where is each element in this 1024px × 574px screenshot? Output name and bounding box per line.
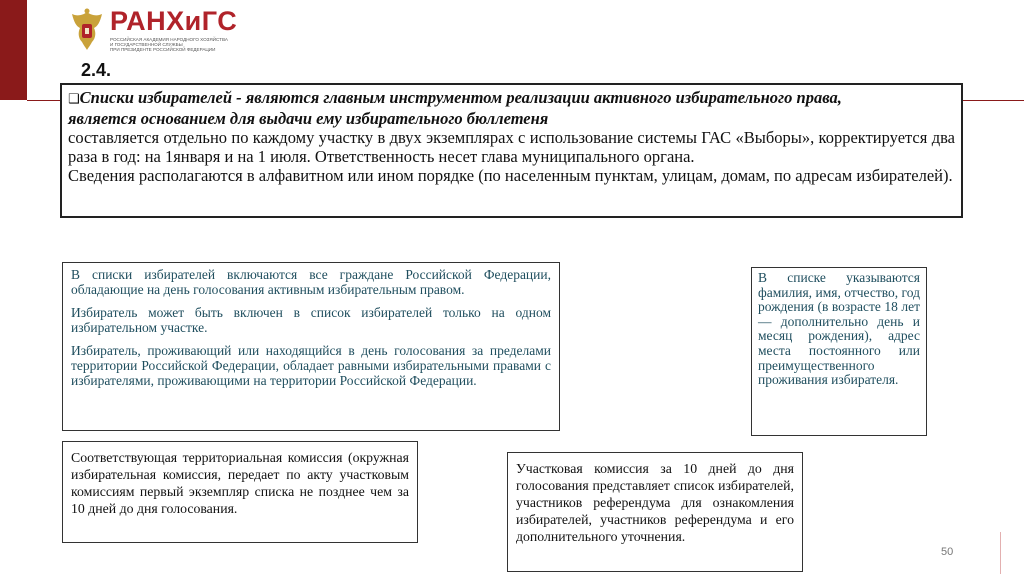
list-contents-box: [751, 267, 927, 436]
page-number: 50: [941, 546, 954, 558]
ranepa-logo: [70, 6, 238, 54]
logo-name: РАНХиГС: [110, 6, 238, 36]
territorial-commission-box: [62, 441, 418, 543]
inclusion-rule-1: В списки избирателей включаются все граждане Российской Федерации, обладающие на день голосования активным избирательным правом.: [71, 267, 551, 297]
list-contents-text: В списке указываются фамилия, имя, отчество, год рождения (в возрасте 18 лет — дополнительно день и месяц рождения), адрес места постоянного или преимущественного проживания избирателя.: [758, 270, 920, 388]
definition-basis: является основанием для выдачи ему избирательного бюллетеня: [68, 109, 549, 128]
page-corner-line: [1000, 532, 1001, 574]
logo-subtitle: РОССИЙСКАЯ АКАДЕМИЯ НАРОДНОГО ХОЗЯЙСТВА И ГОСУДАРСТВЕННОЙ СЛУЖБЫ ПРИ ПРЕЗИДЕНТЕ РОССИЙСКОЙ ФЕДЕРАЦИИ: [110, 37, 228, 52]
section-number: 2.4.: [81, 60, 112, 80]
inclusion-rule-3: Избиратель, проживающий или находящийся в день голосования за пределами территории Российской Федерации, обладает равными избирательными правами с избирателями, проживающими на территории Российской Федерации.: [71, 343, 551, 388]
accent-bar: [0, 0, 27, 100]
eagle-emblem-icon: [70, 8, 104, 52]
precinct-commission-box: [507, 452, 803, 572]
compilation-text: составляется отдельно по каждому участку в двух экземплярах с использование системы ГАС «Выборы», корректируется два раза в год: на 1января и на 1 июля. Ответственность несет глава муниципального органа.: [68, 128, 955, 166]
precinct-commission-text: Участковая комиссия за 10 дней до дня голосования представляет список избирателей, участников референдума для ознакомления избирателей, участников референдума и его дополнительного уточнения.: [516, 461, 794, 544]
order-text: Сведения располагаются в алфавитном или ином порядке (по населенным пунктам, улицам, домам, по адресам избирателей).: [68, 166, 953, 185]
bullet-box-icon: ❑: [68, 92, 80, 107]
territorial-commission-text: Соответствующая территориальная комиссия (окружная избирательная комиссия, передает по акту участковым комиссиям первый экземпляр списка не позднее чем за 10 дней до дня голосования.: [71, 450, 409, 516]
inclusion-rule-2: Избиратель может быть включен в список избирателей только на одном избирательном участке.: [71, 305, 551, 335]
voter-lists-definition-box: [60, 83, 963, 218]
inclusion-rules-box: [62, 262, 560, 431]
definition-lead: Списки избирателей - являются главным инструментом реализации активного избирательного права,: [79, 88, 842, 107]
